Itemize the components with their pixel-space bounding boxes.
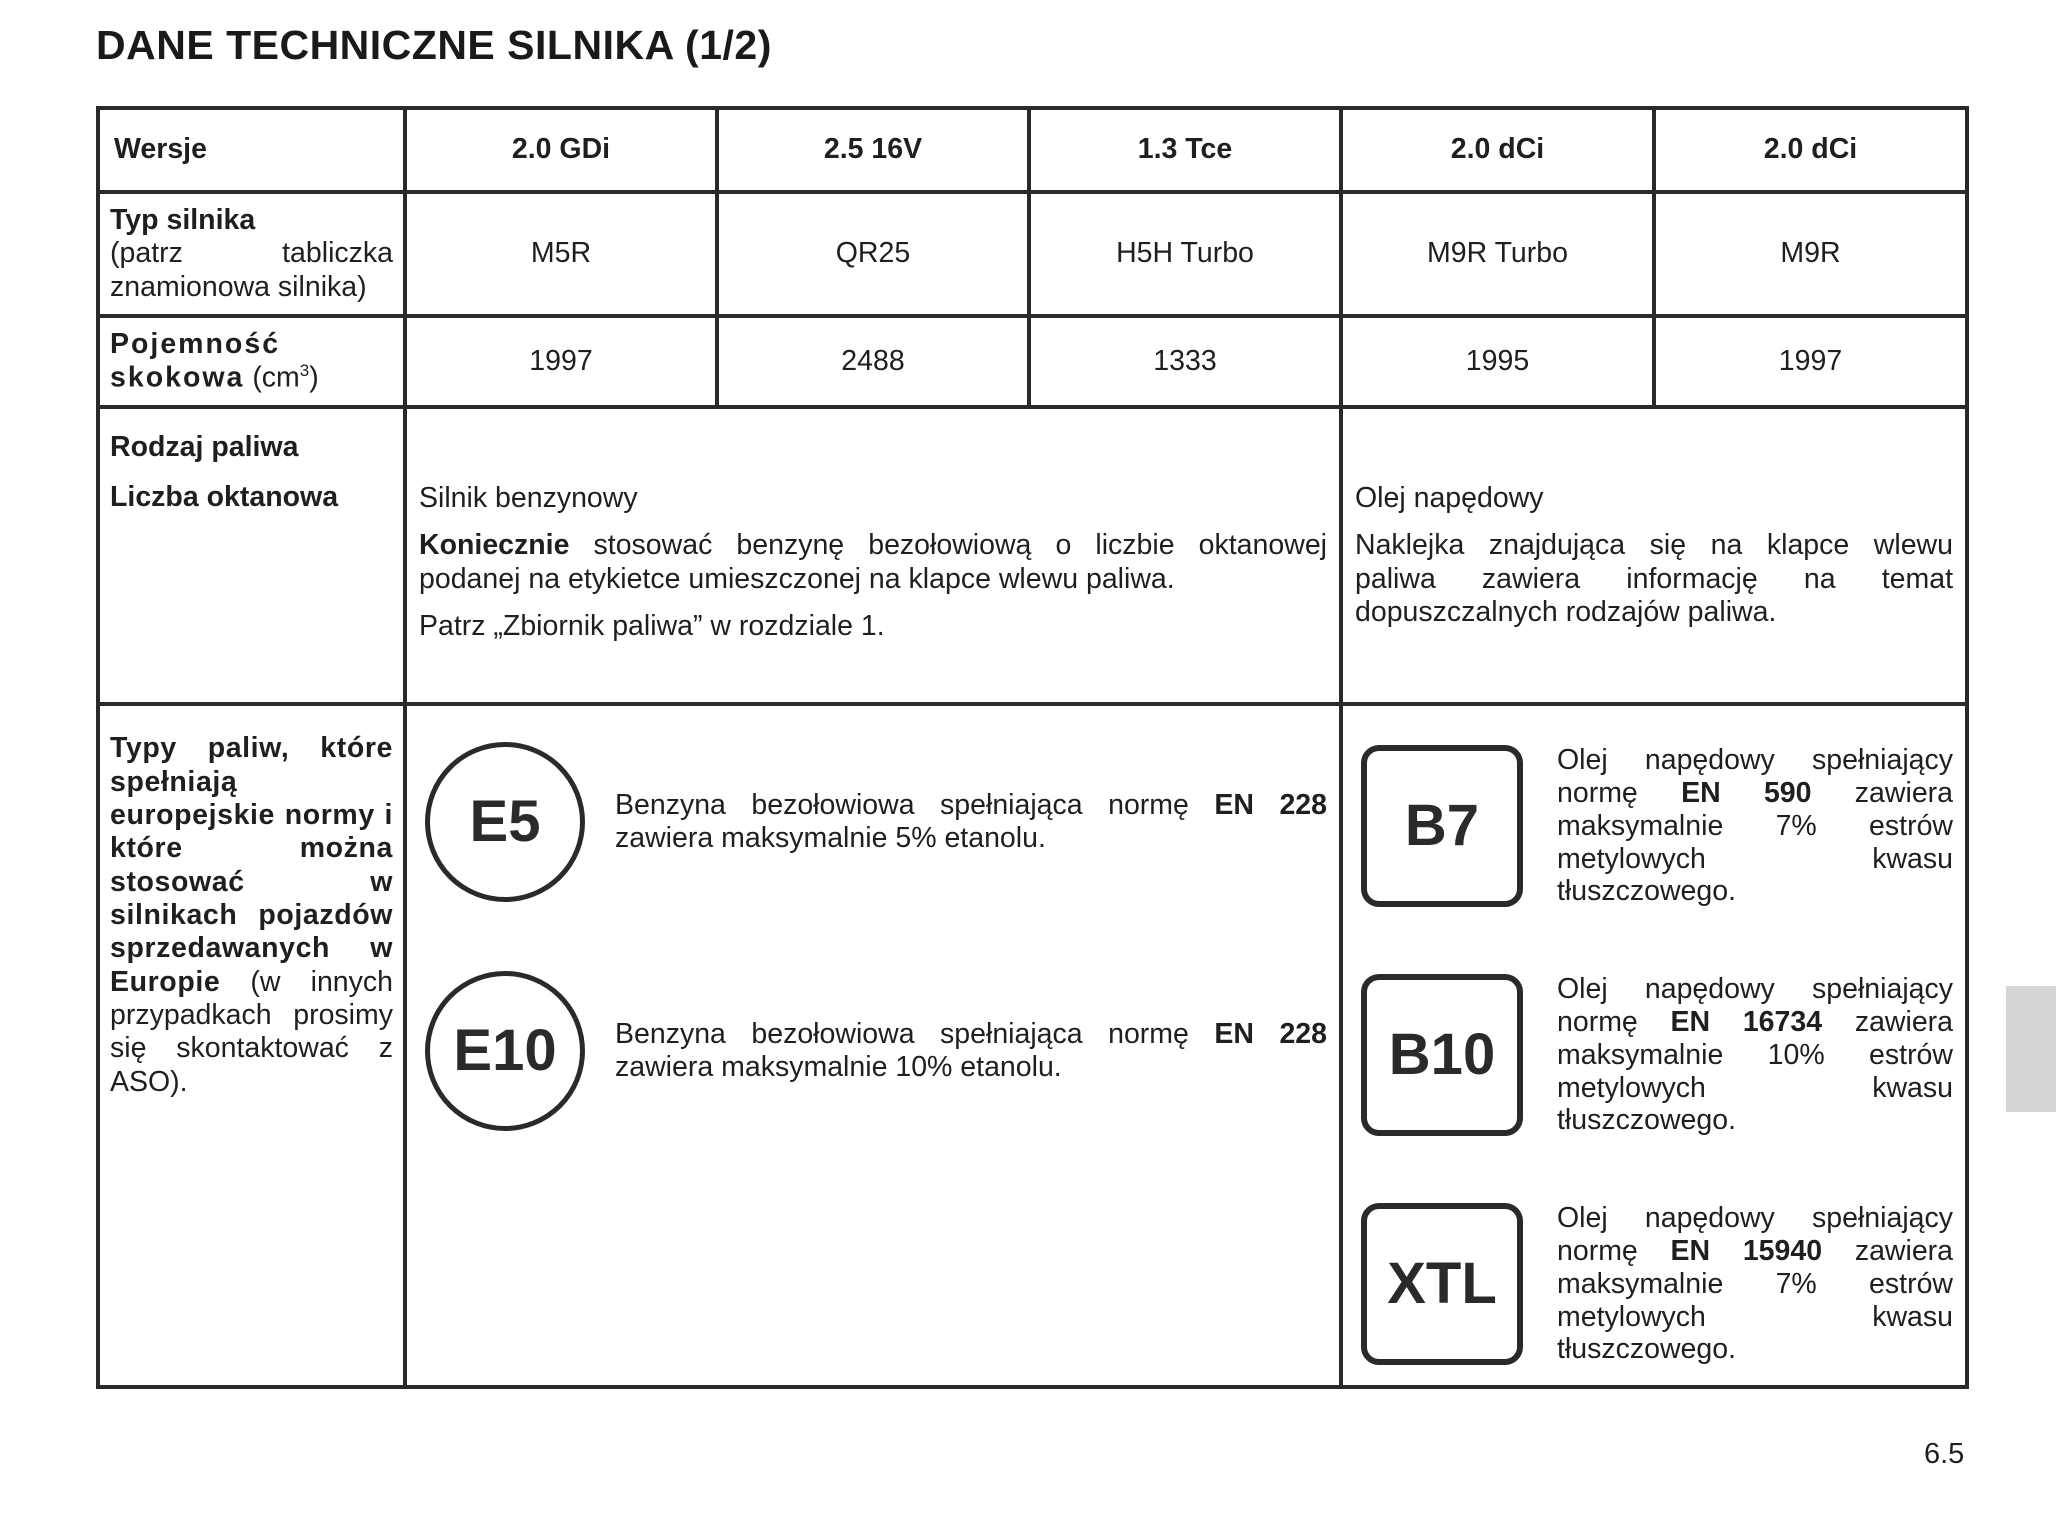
engine-type-row [98,192,1967,316]
norm-text-part: Benzyna bezołowiowa spełniająca normę [615,789,1215,822]
norm-text-part: Benzyna bezołowiowa spełniająca normę [615,1018,1215,1051]
engine-spec-table [96,106,1969,1389]
b7-fuel-label-icon: B7 [1361,745,1523,907]
versions-row [98,108,1967,192]
norm-text-part: Olej napędowy spełniający normę [1557,1202,1953,1267]
fuel-norm-item-e5 [407,742,1339,902]
page-title: DANE TECHNICZNE SILNIKA (1/2) [96,22,772,68]
capacity-value: 1995 [1341,316,1654,407]
capacity-label-unit: (cm [252,361,300,394]
petrol-note-emphasis: Koniecznie [419,529,570,562]
octane-label-title: Liczba oktanowa [110,480,339,513]
norm-text-part: zawiera maksymalnie 10% estrów metylowych kwasu tłuszczowego. [1557,1005,1954,1137]
fuel-norm-item-b10 [1343,973,1965,1137]
xtl-fuel-label-icon: XTL [1361,1203,1523,1365]
fuel-norm-description [615,1018,1339,1084]
version-header: 1.3 Tce [1029,108,1341,192]
engine-type-value: M5R [405,192,717,316]
petrol-see-reference: Patrz „Zbiornik paliwa” w rozdziale 1. [419,610,885,643]
norm-standard: EN 228 [1214,789,1327,822]
engine-type-value: QR25 [717,192,1029,316]
norm-standard: EN 590 [1681,776,1812,809]
capacity-value: 1997 [405,316,717,407]
fuel-norms-label [98,704,405,1387]
capacity-label [98,316,405,407]
fuel-norm-item-e10 [407,971,1339,1131]
capacity-value: 1997 [1654,316,1967,407]
engine-type-value: M9R Turbo [1341,192,1654,316]
petrol-heading: Silnik benzynowy [419,482,638,515]
norm-text-part: zawiera maksymalnie 10% etanolu. [615,1051,1062,1084]
e5-fuel-label-icon: E5 [425,742,585,902]
norm-text-part: Olej napędowy spełniający normę [1557,973,1953,1038]
fuel-norms-row [98,704,1967,1387]
versions-label: Wersje [98,108,405,192]
page-number: 6.5 [1924,1438,1965,1470]
petrol-fuel-cell [405,407,1341,704]
diesel-norms-cell [1341,704,1967,1387]
norm-text-part: zawiera maksymalnie 7% estrów metylowych kwasu tłuszczowego. [1557,776,1954,908]
e10-fuel-label-icon: E10 [425,971,585,1131]
fuel-norm-description [1557,1202,1965,1366]
petrol-note [419,529,1327,596]
engine-type-value: M9R [1654,192,1967,316]
petrol-note-text: stosować benzynę bezołowiową o liczbie oktanowej podanej na etykietce umieszczonej na klapce wlewu paliwa. [419,529,1327,595]
version-header: 2.0 dCi [1341,108,1654,192]
version-header: 2.0 dCi [1654,108,1967,192]
norm-text-part: zawiera maksymalnie 5% etanolu. [615,822,1046,855]
fuel-type-label-title: Rodzaj paliwa [110,431,299,464]
engine-type-label-title: Typ silnika [110,204,256,236]
capacity-row [98,316,1967,407]
fuel-norms-label-note: (w innych przypadkach prosimy się skontaktować z ASO). [110,965,393,1098]
fuel-type-label [98,407,405,704]
chapter-side-tab [2006,986,2056,1112]
engine-type-value: H5H Turbo [1029,192,1341,316]
norm-text-part: Olej napędowy spełniający normę [1557,744,1953,809]
petrol-norms-cell [405,704,1341,1387]
b10-fuel-label-icon: B10 [1361,974,1523,1136]
fuel-norm-description [1557,973,1965,1137]
fuel-norm-description [1557,744,1965,908]
fuel-norms-label-title: Typy paliw, które spełniają europejskie normy i które można stosować w silnikach pojazdów sprzedawanych w Europie [110,732,393,998]
capacity-value: 2488 [717,316,1029,407]
capacity-label-sup: 3 [299,361,310,381]
fuel-norm-item-b7 [1343,744,1965,908]
diesel-note: Naklejka znajdująca się na klapce wlewu paliwa zawiera informację na temat dopuszczalnych rodzajów paliwa. [1355,529,1953,629]
fuel-norm-item-xtl [1343,1202,1965,1366]
diesel-heading: Olej napędowy [1355,482,1544,515]
engine-type-label-note: (patrz tabliczka znamionowa silnika) [110,237,393,303]
norm-standard: EN 228 [1214,1018,1327,1051]
norm-text-part: zawiera maksymalnie 7% estrów metylowych kwasu tłuszczowego. [1557,1234,1954,1366]
capacity-label-title: Pojemność skokowa [110,328,281,394]
capacity-label-close: ) [309,361,319,394]
version-header: 2.0 GDi [405,108,717,192]
norm-standard: EN 16734 [1670,1005,1823,1038]
version-header: 2.5 16V [717,108,1029,192]
fuel-type-row [98,407,1967,704]
fuel-norm-description [615,789,1339,855]
diesel-fuel-cell [1341,407,1967,704]
engine-type-label [98,192,405,316]
capacity-value: 1333 [1029,316,1341,407]
norm-standard: EN 15940 [1670,1234,1823,1267]
